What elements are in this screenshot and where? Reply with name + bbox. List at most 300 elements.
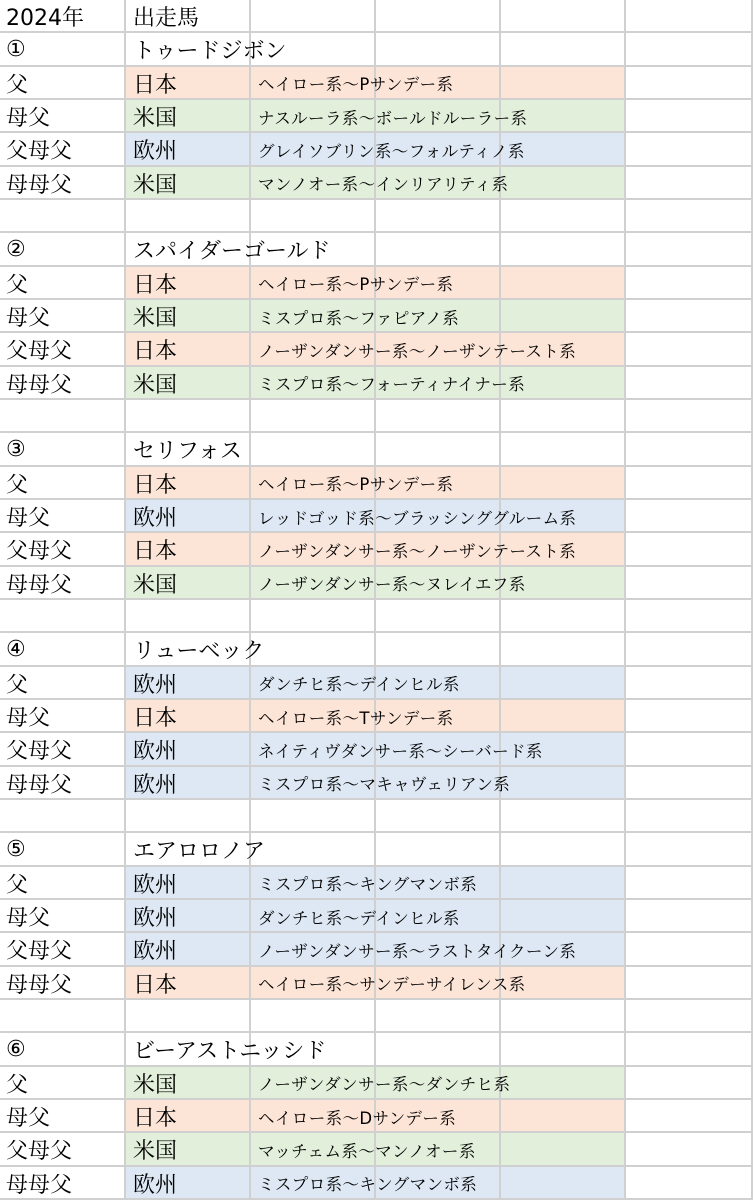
grid-cell[interactable] bbox=[126, 267, 251, 300]
pedigree-row bbox=[0, 133, 753, 166]
grid-cell[interactable] bbox=[376, 500, 501, 533]
pedigree-row bbox=[0, 667, 753, 700]
pedigree-row bbox=[0, 300, 753, 333]
grid-cell[interactable] bbox=[501, 733, 626, 766]
grid-cell[interactable] bbox=[251, 700, 376, 733]
grid-cell[interactable] bbox=[626, 67, 753, 100]
sire-line: ノーザンダンサー系～ダンチヒ系 bbox=[258, 1075, 511, 1095]
grid-cell[interactable] bbox=[626, 333, 753, 366]
grid-cell[interactable] bbox=[251, 667, 376, 700]
grid-cell[interactable] bbox=[0, 100, 126, 133]
grid-cell[interactable] bbox=[251, 900, 376, 933]
pedigree-row bbox=[0, 900, 753, 933]
grid-cell[interactable] bbox=[251, 33, 376, 66]
grid-cell[interactable] bbox=[126, 33, 251, 66]
grid-cell[interactable] bbox=[0, 1033, 126, 1066]
grid-cell[interactable] bbox=[0, 1167, 126, 1200]
grid-cell[interactable] bbox=[251, 533, 376, 566]
grid-cell[interactable] bbox=[376, 600, 501, 633]
grid-cell[interactable] bbox=[626, 133, 753, 166]
horse-number: ③ bbox=[6, 437, 26, 463]
grid-cell[interactable] bbox=[0, 867, 126, 900]
sire-line: ヘイロー系～Pサンデー系 bbox=[258, 275, 454, 295]
pedigree-row bbox=[0, 367, 753, 400]
grid-cell[interactable] bbox=[126, 500, 251, 533]
grid-cell[interactable] bbox=[251, 1033, 376, 1066]
grid-cell[interactable] bbox=[126, 333, 251, 366]
grid-cell[interactable] bbox=[126, 0, 251, 33]
grid-cell[interactable] bbox=[626, 167, 753, 200]
grid-cell[interactable] bbox=[126, 633, 251, 666]
grid-cell[interactable] bbox=[0, 1000, 126, 1033]
grid-cell[interactable] bbox=[0, 967, 126, 1000]
grid-cell[interactable] bbox=[126, 933, 251, 966]
grid-cell[interactable] bbox=[0, 467, 126, 500]
horse-name: セリフォス bbox=[133, 439, 242, 465]
pedigree-row bbox=[0, 100, 753, 133]
grid-cell[interactable] bbox=[626, 267, 753, 300]
grid-cell[interactable] bbox=[376, 367, 501, 400]
header-row bbox=[0, 0, 753, 33]
grid-cell[interactable] bbox=[376, 967, 501, 1000]
grid-cell[interactable] bbox=[0, 333, 126, 366]
grid-cell[interactable] bbox=[251, 233, 376, 266]
sire-line: ミスプロ系～キングマンボ系 bbox=[258, 1175, 478, 1195]
grid-cell[interactable] bbox=[126, 667, 251, 700]
grid-cell[interactable] bbox=[376, 533, 501, 566]
grid-cell[interactable] bbox=[501, 500, 626, 533]
grid-cell[interactable] bbox=[626, 833, 753, 866]
grid-cell[interactable] bbox=[501, 1000, 626, 1033]
sire-line: ミスプロ系～キングマンボ系 bbox=[258, 875, 478, 895]
grid-cell[interactable] bbox=[251, 800, 376, 833]
sire-line: ヘイロー系～Pサンデー系 bbox=[258, 75, 454, 95]
pedigree-row bbox=[0, 933, 753, 966]
grid-cell[interactable] bbox=[626, 233, 753, 266]
grid-cell[interactable] bbox=[126, 533, 251, 566]
grid-cell[interactable] bbox=[501, 67, 626, 100]
grid-cell[interactable] bbox=[626, 0, 753, 33]
sire-line: ヘイロー系～サンデーサイレンス系 bbox=[258, 975, 526, 995]
grid-cell[interactable] bbox=[626, 567, 753, 600]
grid-cell[interactable] bbox=[501, 633, 626, 666]
grid-cell[interactable] bbox=[376, 1033, 501, 1066]
pedigree-row bbox=[0, 500, 753, 533]
region-label: 米国 bbox=[133, 1139, 178, 1165]
grid-cell[interactable] bbox=[251, 400, 376, 433]
pedigree-row bbox=[0, 867, 753, 900]
grid-cell[interactable] bbox=[0, 433, 126, 466]
grid-cell[interactable] bbox=[626, 100, 753, 133]
grid-cell[interactable] bbox=[626, 533, 753, 566]
grid-cell[interactable] bbox=[626, 300, 753, 333]
pedigree-role: 父母父 bbox=[6, 539, 73, 565]
grid-cell[interactable] bbox=[376, 567, 501, 600]
grid-cell[interactable] bbox=[626, 1133, 753, 1166]
grid-cell[interactable] bbox=[376, 133, 501, 166]
grid-cell[interactable] bbox=[501, 600, 626, 633]
grid-cell[interactable] bbox=[126, 567, 251, 600]
grid-cell[interactable] bbox=[0, 700, 126, 733]
grid-cell[interactable] bbox=[626, 800, 753, 833]
grid-cell[interactable] bbox=[501, 367, 626, 400]
grid-cell[interactable] bbox=[251, 167, 376, 200]
grid-cell[interactable] bbox=[0, 833, 126, 866]
horse-name-row bbox=[0, 233, 753, 266]
grid-cell[interactable] bbox=[626, 600, 753, 633]
grid-cell[interactable] bbox=[376, 100, 501, 133]
grid-cell[interactable] bbox=[0, 900, 126, 933]
grid-cell[interactable] bbox=[626, 767, 753, 800]
column-title: 出走馬 bbox=[133, 6, 200, 32]
grid-cell[interactable] bbox=[501, 1167, 626, 1200]
grid-cell[interactable] bbox=[0, 300, 126, 333]
pedigree-role: 母父 bbox=[6, 906, 51, 932]
blank-row bbox=[0, 1000, 753, 1033]
grid-cell[interactable] bbox=[376, 0, 501, 33]
grid-cell[interactable] bbox=[501, 1067, 626, 1100]
sire-line: ヘイロー系～Pサンデー系 bbox=[258, 475, 454, 495]
grid-cell[interactable] bbox=[251, 567, 376, 600]
pedigree-row bbox=[0, 67, 753, 100]
grid-cell[interactable] bbox=[0, 233, 126, 266]
blank-row bbox=[0, 600, 753, 633]
grid-cell[interactable] bbox=[251, 967, 376, 1000]
grid-cell[interactable] bbox=[126, 400, 251, 433]
pedigree-role: 母母父 bbox=[6, 172, 73, 198]
sire-line: ノーザンダンサー系～ヌレイエフ系 bbox=[258, 575, 526, 595]
grid-cell[interactable] bbox=[376, 633, 501, 666]
pedigree-row bbox=[0, 767, 753, 800]
grid-cell[interactable] bbox=[501, 433, 626, 466]
grid-cell[interactable] bbox=[501, 267, 626, 300]
horse-number: ④ bbox=[6, 637, 26, 663]
grid-cell[interactable] bbox=[626, 867, 753, 900]
grid-cell[interactable] bbox=[0, 200, 126, 233]
pedigree-role: 父 bbox=[6, 472, 29, 498]
grid-cell[interactable] bbox=[626, 1167, 753, 1200]
region-label: 日本 bbox=[133, 972, 178, 998]
grid-cell[interactable] bbox=[126, 200, 251, 233]
grid-cell[interactable] bbox=[0, 533, 126, 566]
grid-cell[interactable] bbox=[501, 0, 626, 33]
grid-cell[interactable] bbox=[0, 567, 126, 600]
region-label: 欧州 bbox=[133, 139, 178, 165]
region-label: 欧州 bbox=[133, 772, 178, 798]
grid-cell[interactable] bbox=[126, 600, 251, 633]
grid-cell[interactable] bbox=[626, 33, 753, 66]
pedigree-role: 父 bbox=[6, 1072, 29, 1098]
grid-cell[interactable] bbox=[126, 233, 251, 266]
grid-cell[interactable] bbox=[126, 367, 251, 400]
grid-cell[interactable] bbox=[501, 867, 626, 900]
grid-cell[interactable] bbox=[0, 667, 126, 700]
region-label: 日本 bbox=[133, 1106, 178, 1132]
pedigree-row bbox=[0, 1133, 753, 1166]
region-label: 米国 bbox=[133, 1072, 178, 1098]
grid-cell[interactable] bbox=[126, 100, 251, 133]
grid-cell[interactable] bbox=[126, 967, 251, 1000]
grid-cell[interactable] bbox=[376, 833, 501, 866]
grid-cell[interactable] bbox=[501, 667, 626, 700]
pedigree-row bbox=[0, 700, 753, 733]
pedigree-role: 父母父 bbox=[6, 339, 73, 365]
region-label: 欧州 bbox=[133, 906, 178, 932]
grid-cell[interactable] bbox=[626, 1067, 753, 1100]
pedigree-row bbox=[0, 567, 753, 600]
grid-cell[interactable] bbox=[376, 467, 501, 500]
grid-cell[interactable] bbox=[251, 333, 376, 366]
grid-cell[interactable] bbox=[0, 633, 126, 666]
grid-cell[interactable] bbox=[126, 67, 251, 100]
grid-cell[interactable] bbox=[501, 800, 626, 833]
grid-cell[interactable] bbox=[251, 67, 376, 100]
grid-cell[interactable] bbox=[626, 967, 753, 1000]
grid-cell[interactable] bbox=[126, 733, 251, 766]
grid-cell[interactable] bbox=[501, 567, 626, 600]
grid-cell[interactable] bbox=[626, 200, 753, 233]
grid-cell[interactable] bbox=[626, 367, 753, 400]
grid-cell[interactable] bbox=[0, 367, 126, 400]
grid-cell[interactable] bbox=[501, 933, 626, 966]
sire-line: グレイソブリン系～フォルティノ系 bbox=[258, 141, 525, 161]
grid-cell[interactable] bbox=[501, 1100, 626, 1133]
grid-cell[interactable] bbox=[376, 267, 501, 300]
grid-cell[interactable] bbox=[0, 1067, 126, 1100]
grid-cell[interactable] bbox=[251, 367, 376, 400]
grid-cell[interactable] bbox=[376, 1167, 501, 1200]
horse-name-row bbox=[0, 33, 753, 66]
region-label: 日本 bbox=[133, 539, 178, 565]
pedigree-role: 母父 bbox=[6, 506, 51, 532]
grid-cell[interactable] bbox=[126, 700, 251, 733]
grid-cell[interactable] bbox=[626, 400, 753, 433]
grid-cell[interactable] bbox=[626, 467, 753, 500]
grid-cell[interactable] bbox=[126, 900, 251, 933]
grid-cell[interactable] bbox=[251, 500, 376, 533]
grid-cell[interactable] bbox=[501, 167, 626, 200]
grid-cell[interactable] bbox=[251, 433, 376, 466]
pedigree-row bbox=[0, 733, 753, 766]
grid-cell[interactable] bbox=[501, 1033, 626, 1066]
horse-name-row bbox=[0, 433, 753, 466]
region-label: 欧州 bbox=[133, 506, 178, 532]
grid-cell[interactable] bbox=[126, 1133, 251, 1166]
grid-cell[interactable] bbox=[251, 767, 376, 800]
horse-name: エアロロノア bbox=[133, 839, 266, 865]
grid-cell[interactable] bbox=[126, 300, 251, 333]
sire-line: ヘイロー系～Tサンデー系 bbox=[258, 708, 454, 728]
grid-cell[interactable] bbox=[251, 1100, 376, 1133]
grid-cell[interactable] bbox=[376, 400, 501, 433]
grid-cell[interactable] bbox=[501, 467, 626, 500]
grid-cell[interactable] bbox=[376, 1100, 501, 1133]
region-label: 日本 bbox=[133, 339, 178, 365]
grid-cell[interactable] bbox=[126, 1067, 251, 1100]
grid-cell[interactable] bbox=[251, 200, 376, 233]
grid-cell[interactable] bbox=[0, 167, 126, 200]
grid-cell[interactable] bbox=[626, 433, 753, 466]
grid-cell[interactable] bbox=[251, 600, 376, 633]
pedigree-role: 母母父 bbox=[6, 372, 73, 398]
grid-cell[interactable] bbox=[501, 200, 626, 233]
sire-line: マンノオー系～インリアリティ系 bbox=[258, 175, 509, 195]
pedigree-row bbox=[0, 967, 753, 1000]
grid-cell[interactable] bbox=[376, 733, 501, 766]
grid-cell[interactable] bbox=[376, 933, 501, 966]
grid-cell[interactable] bbox=[626, 500, 753, 533]
sire-line: ネイティヴダンサー系～シーバード系 bbox=[258, 741, 543, 761]
grid-cell[interactable] bbox=[501, 833, 626, 866]
grid-cell[interactable] bbox=[376, 900, 501, 933]
grid-cell[interactable] bbox=[251, 100, 376, 133]
pedigree-row bbox=[0, 1100, 753, 1133]
grid-cell[interactable] bbox=[0, 400, 126, 433]
grid-cell[interactable] bbox=[376, 767, 501, 800]
grid-cell[interactable] bbox=[251, 1133, 376, 1166]
region-label: 米国 bbox=[133, 372, 178, 398]
grid-cell[interactable] bbox=[0, 67, 126, 100]
grid-cell[interactable] bbox=[626, 633, 753, 666]
grid-cell[interactable] bbox=[0, 500, 126, 533]
pedigree-role: 母母父 bbox=[6, 572, 73, 598]
grid-cell[interactable] bbox=[376, 67, 501, 100]
grid-cell[interactable] bbox=[251, 933, 376, 966]
grid-cell[interactable] bbox=[501, 33, 626, 66]
grid-cell[interactable] bbox=[376, 233, 501, 266]
grid-cell[interactable] bbox=[626, 700, 753, 733]
grid-cell[interactable] bbox=[501, 700, 626, 733]
grid-cell[interactable] bbox=[626, 900, 753, 933]
grid-cell[interactable] bbox=[126, 133, 251, 166]
grid-cell[interactable] bbox=[0, 600, 126, 633]
region-label: 米国 bbox=[133, 572, 178, 598]
grid-cell[interactable] bbox=[0, 767, 126, 800]
grid-cell[interactable] bbox=[251, 0, 376, 33]
horse-name: ビーアストニッシド bbox=[133, 1039, 327, 1065]
grid-cell[interactable] bbox=[501, 400, 626, 433]
pedigree-role: 父母父 bbox=[6, 139, 73, 165]
pedigree-role: 父 bbox=[6, 72, 29, 98]
grid-cell[interactable] bbox=[0, 267, 126, 300]
grid-cell[interactable] bbox=[376, 700, 501, 733]
grid-cell[interactable] bbox=[251, 1000, 376, 1033]
grid-cell[interactable] bbox=[626, 733, 753, 766]
grid-cell[interactable] bbox=[0, 133, 126, 166]
grid-cell[interactable] bbox=[251, 867, 376, 900]
grid-cell[interactable] bbox=[251, 467, 376, 500]
grid-cell[interactable] bbox=[251, 133, 376, 166]
grid-cell[interactable] bbox=[626, 1100, 753, 1133]
grid-cell[interactable] bbox=[501, 100, 626, 133]
sire-line: マッチェム系～マンノオー系 bbox=[258, 1141, 476, 1161]
pedigree-row bbox=[0, 167, 753, 200]
grid-cell[interactable] bbox=[501, 967, 626, 1000]
grid-cell[interactable] bbox=[376, 167, 501, 200]
grid-cell[interactable] bbox=[0, 933, 126, 966]
grid-cell[interactable] bbox=[501, 233, 626, 266]
grid-cell[interactable] bbox=[251, 733, 376, 766]
grid-cell[interactable] bbox=[376, 300, 501, 333]
grid-cell[interactable] bbox=[626, 667, 753, 700]
grid-cell[interactable] bbox=[376, 667, 501, 700]
grid-cell[interactable] bbox=[376, 333, 501, 366]
grid-cell[interactable] bbox=[251, 833, 376, 866]
grid-cell[interactable] bbox=[501, 133, 626, 166]
pedigree-role: 父母父 bbox=[6, 939, 73, 965]
grid-cell[interactable] bbox=[0, 33, 126, 66]
region-label: 米国 bbox=[133, 172, 178, 198]
grid-cell[interactable] bbox=[0, 1133, 126, 1166]
grid-cell[interactable] bbox=[251, 300, 376, 333]
grid-cell[interactable] bbox=[126, 800, 251, 833]
pedigree-role: 母父 bbox=[6, 706, 51, 732]
grid-cell[interactable] bbox=[626, 1033, 753, 1066]
sire-line: ナスルーラ系～ボールドルーラー系 bbox=[258, 108, 528, 128]
grid-cell[interactable] bbox=[126, 467, 251, 500]
grid-cell[interactable] bbox=[501, 900, 626, 933]
pedigree-row bbox=[0, 267, 753, 300]
grid-cell[interactable] bbox=[376, 433, 501, 466]
grid-cell[interactable] bbox=[376, 867, 501, 900]
grid-cell[interactable] bbox=[0, 1100, 126, 1133]
horse-name: トゥードジボン bbox=[133, 39, 287, 65]
grid-cell[interactable] bbox=[0, 733, 126, 766]
grid-cell[interactable] bbox=[126, 1000, 251, 1033]
horse-name: スパイダーゴールド bbox=[133, 239, 331, 265]
grid-cell[interactable] bbox=[0, 0, 126, 33]
grid-cell[interactable] bbox=[376, 800, 501, 833]
horse-number: ⑤ bbox=[6, 837, 26, 863]
grid-cell[interactable] bbox=[126, 833, 251, 866]
grid-cell[interactable] bbox=[251, 1167, 376, 1200]
grid-cell[interactable] bbox=[376, 1067, 501, 1100]
grid-cell[interactable] bbox=[501, 533, 626, 566]
grid-cell[interactable] bbox=[126, 167, 251, 200]
grid-cell[interactable] bbox=[376, 33, 501, 66]
region-label: 日本 bbox=[133, 272, 178, 298]
grid-cell[interactable] bbox=[126, 1033, 251, 1066]
grid-cell[interactable] bbox=[501, 300, 626, 333]
horse-number: ① bbox=[6, 37, 26, 63]
grid-cell[interactable] bbox=[126, 867, 251, 900]
grid-cell[interactable] bbox=[376, 1000, 501, 1033]
grid-cell[interactable] bbox=[251, 267, 376, 300]
grid-cell[interactable] bbox=[626, 933, 753, 966]
grid-cell[interactable] bbox=[376, 200, 501, 233]
grid-cell[interactable] bbox=[126, 1100, 251, 1133]
region-label: 日本 bbox=[133, 72, 178, 98]
grid-cell[interactable] bbox=[501, 767, 626, 800]
grid-cell[interactable] bbox=[126, 767, 251, 800]
horse-number: ② bbox=[6, 237, 26, 263]
pedigree-row bbox=[0, 333, 753, 366]
grid-cell[interactable] bbox=[251, 1067, 376, 1100]
grid-cell[interactable] bbox=[0, 800, 126, 833]
grid-cell[interactable] bbox=[376, 1133, 501, 1166]
grid-cell[interactable] bbox=[126, 433, 251, 466]
grid-cell[interactable] bbox=[626, 1000, 753, 1033]
horse-name-row bbox=[0, 833, 753, 866]
grid-cell[interactable] bbox=[126, 1167, 251, 1200]
sire-line: ノーザンダンサー系～ノーザンテースト系 bbox=[258, 541, 577, 561]
sire-line: ミスプロ系～マキャヴェリアン系 bbox=[258, 775, 511, 795]
pedigree-role: 母父 bbox=[6, 106, 51, 132]
grid-cell[interactable] bbox=[251, 633, 376, 666]
grid-cell[interactable] bbox=[501, 333, 626, 366]
grid-cell[interactable] bbox=[501, 1133, 626, 1166]
sire-line: ノーザンダンサー系～ノーザンテースト系 bbox=[258, 341, 577, 361]
